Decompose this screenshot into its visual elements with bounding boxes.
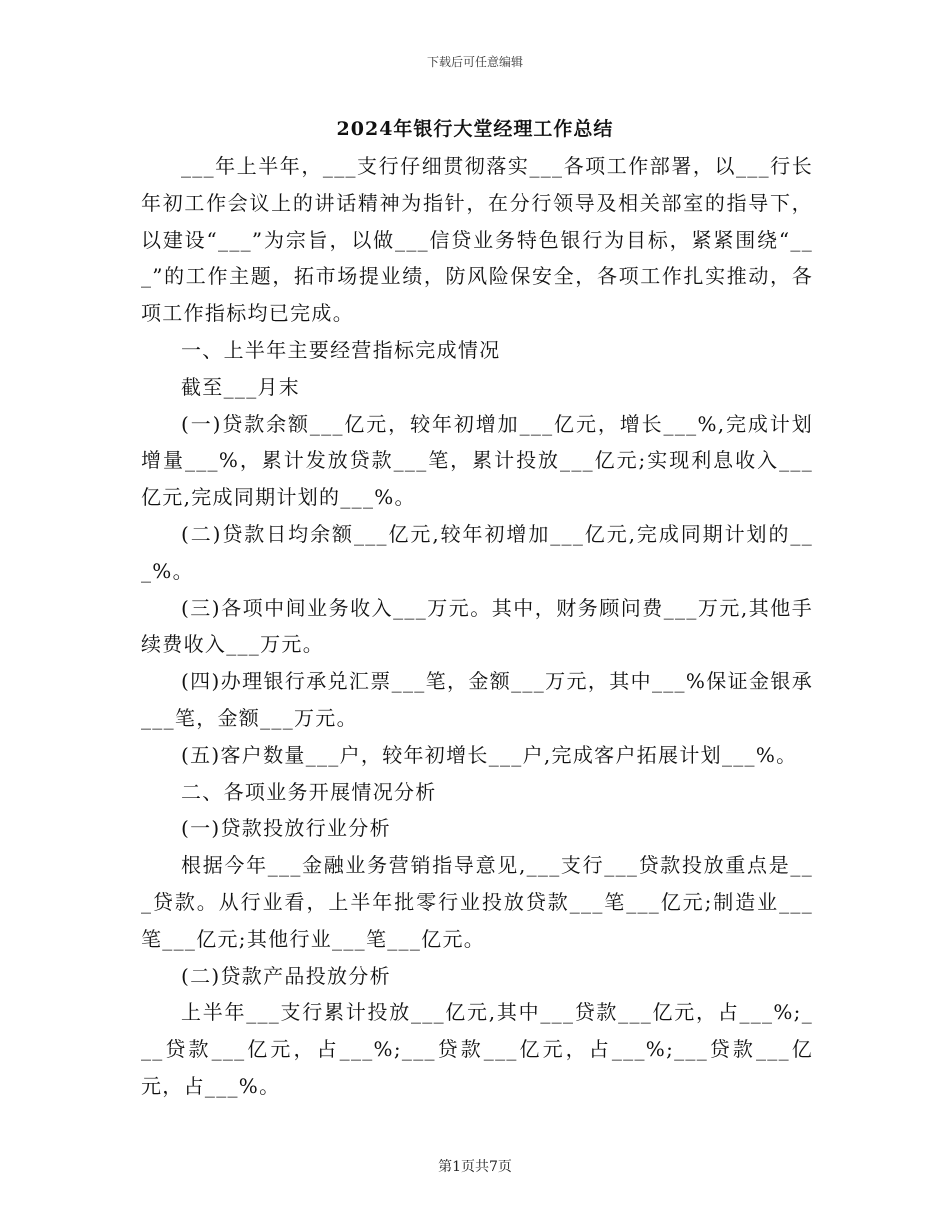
paragraph-item-3: (三)各项中间业务收入___万元。其中，财务顾问费___万元,其他手续费收入___万元。 [141,595,813,657]
paragraph-as-of: 截至___月末 [181,374,301,399]
page-footer-indicator: 第1页共7页 [438,1159,512,1175]
page-header-note: 下载后可任意编辑 [426,55,523,69]
paragraph-item-2: (二)贷款日均余额___亿元,较年初增加___亿元,完成同期计划的___%。 [141,521,813,583]
paragraph-industry-analysis: 根据今年___金融业务营销指导意见,___支行___贷款投放重点是___贷款。从行业看，上半年批零行业投放贷款___笔___亿元;制造业___笔___亿元;其他行业___笔___亿元。 [141,853,813,951]
subsection-heading-industry: (一)贷款投放行业分析 [181,816,391,841]
paragraph-item-4: (四)办理银行承兑汇票___笔，金额___万元，其中___%保证金银承___笔，金额___万元。 [141,669,813,730]
paragraph-item-1: (一)贷款余额___亿元，较年初增加___亿元，增长___%,完成计划增量___%，累计发放贷款___笔，累计投放___亿元;实现利息收入___亿元,完成同期计划的___%。 [141,411,813,510]
paragraph-item-5: (五)客户数量___户，较年初增长___户,完成客户拓展计划___%。 [181,742,798,767]
paragraph-intro: ___年上半年，___支行仔细贯彻落实___各项工作部署，以___行长年初工作会议上的讲话精神为指针，在分行领导及相关部室的指导下，以建设“___”为宗旨，以做___信贷业务特色银行为目标，紧紧围绕“___”的工作主题，拓市场提业绩，防风险保安全，各项工作扎实推动，各项工作指标均已完成。 [141,154,813,326]
document-title: 2024年银行大堂经理工作总结 [336,118,614,140]
subsection-heading-product: (二)贷款产品投放分析 [181,963,391,988]
document-body [141,148,813,1105]
section-heading-1: 一、上半年主要经营指标完成情况 [181,337,501,362]
section-heading-2: 二、各项业务开展情况分析 [181,779,437,804]
paragraph-product-analysis: 上半年___支行累计投放___亿元,其中___贷款___亿元，占___%;___贷款___亿元，占___%;___贷款___亿元，占___%;___贷款___亿元，占___%。 [141,1000,813,1098]
